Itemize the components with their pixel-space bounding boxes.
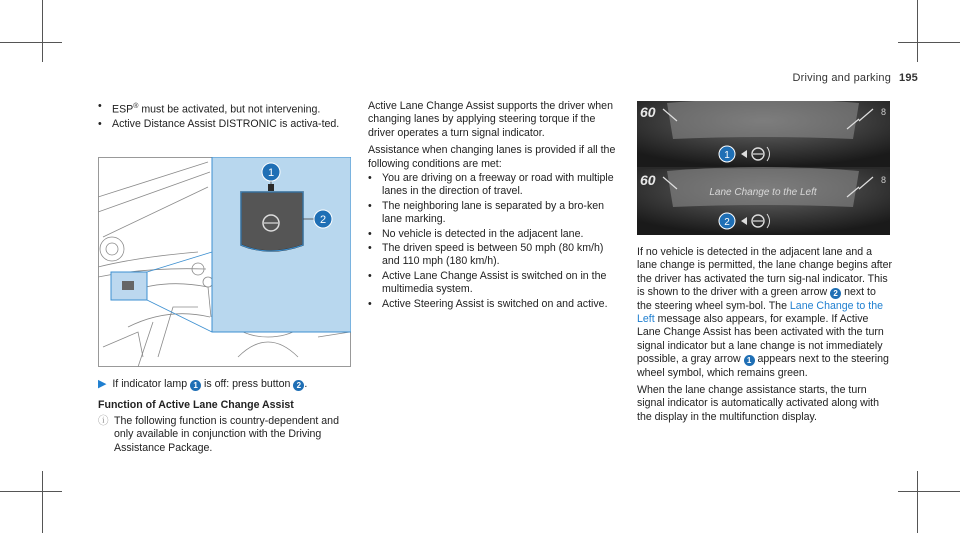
svg-text:2: 2 [724,217,730,228]
instrument-cluster-display [637,101,890,235]
badge-1: 1 [744,355,755,366]
cockpit-illustration [98,157,351,367]
badge-2: 2 [293,380,304,391]
message-reference: Lane Change to the Left [637,299,883,326]
middle-column [368,100,623,312]
assistance-paragraph: When the lane change assistance starts, the turn signal indicator is automatically activated along with the display in the multifunction display. [637,384,880,423]
svg-text:2: 2 [319,214,327,226]
conditions-intro: Assistance when changing lanes is provided if all the following conditions are met: [368,144,616,170]
svg-text:1: 1 [267,167,275,179]
page-header [792,72,918,84]
crop-mark [42,471,43,533]
list-item: • You are driving on a freeway or road with multiple lanes in the direction of travel. [368,172,623,199]
description-paragraph: If no vehicle is detected in the adjacent lane and a lane change is permitted, the lane change begins after the driver has activated the turn sig-nal indicator. This is shown to the driver with a green arrow 2 next to the steering wheel sym-bol. The Lane Change to the Left message also appears, for example. If Active Lane Change Assist has been activated with the turn signal indicator but a lane change is not immediately possible, a gray arrow 1 appears next to the steering wheel symbol, which remains green. [637,246,893,379]
page-number: 195 [899,72,918,84]
svg-text:8: 8 [881,107,887,117]
list-item: • The driven speed is between 50 mph (80 km/h) and 110 mph (180 km/h). [368,242,623,269]
note: ⓘ The following function is country-dependent and only available in conjunction with the Driving Assistance Package. [98,414,339,454]
list-item: • The neighboring lane is separated by a bro-ken lane marking. [368,200,623,227]
info-icon: ⓘ [98,414,109,427]
crop-mark [42,0,43,62]
crop-mark [898,42,960,43]
badge-1: 1 [190,380,201,391]
list-item: • Active Distance Assist DISTRONIC is activa-ted. [98,118,353,131]
instruction-step: ▶ If indicator lamp 1 is off: press button 2 . [98,378,308,390]
list-item: • No vehicle is detected in the adjacent lane. [368,228,623,241]
section-heading: Function of Active Lane Change Assist [98,399,294,412]
list-item: • Active Lane Change Assist is switched on in the multimedia system. [368,270,623,297]
crop-mark [0,491,62,492]
crop-mark [917,0,918,62]
left-column-lower [98,378,353,455]
section-title: Driving and parking [792,72,892,84]
svg-text:8: 8 [881,175,887,185]
right-column [637,246,893,428]
intro-paragraph: Active Lane Change Assist supports the driver when changing lanes by applying steering torque if the driver operates a turn signal indicator. [368,100,613,139]
speed-top: 60 [640,104,656,120]
left-column [98,100,353,132]
svg-text:1: 1 [724,150,730,161]
badge-2: 2 [830,288,841,299]
list-item: • ESP® must be activated, but not intervening. [98,100,353,117]
crop-mark [917,471,918,533]
list-item: • Active Steering Assist is switched on and active. [368,298,623,311]
speed-bottom: 60 [640,172,656,188]
lane-change-message: Lane Change to the Left [709,187,817,198]
crop-mark [0,42,62,43]
crop-mark [898,491,960,492]
step-arrow-icon: ▶ [98,378,107,390]
